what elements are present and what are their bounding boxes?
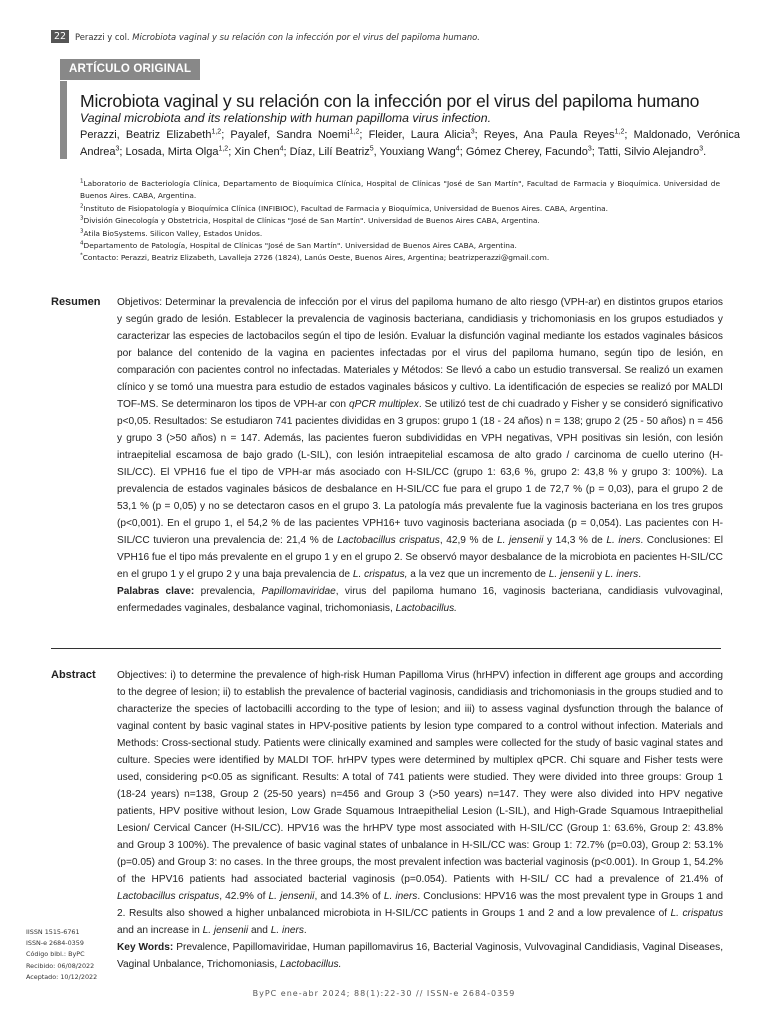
author-separator: ; — [283, 146, 290, 158]
author-separator: ; — [221, 129, 231, 141]
running-authors: Perazzi y col. — [75, 32, 133, 42]
text-run: and an increase in — [117, 925, 203, 936]
affiliation-item — [80, 215, 720, 227]
author-affiliation-ref: 4 — [455, 145, 460, 153]
page-footer: ByPC ene-abr 2024; 88(1):22-30 // ISSN-e 2684-0359 — [252, 989, 516, 998]
keywords-label: Key Words: — [117, 942, 174, 953]
page-number: 22 — [51, 30, 69, 43]
article-title: Microbiota vaginal y su relación con la infección por el virus del papiloma humano — [80, 91, 700, 111]
affiliation-text: Departamento de Patología, Hospital de Clínicas "José de San Martín". Universidad de Buenos Aires CABA, Argentina. — [83, 241, 517, 251]
affiliation-item — [80, 203, 720, 215]
italic-term: Lactobacillus. — [280, 959, 342, 970]
author-separator: ; — [474, 129, 484, 141]
italic-term: Lactobacillus crispatus — [337, 535, 440, 546]
text-run: , and 14.3% of — [314, 891, 384, 902]
italic-term: L. jensenii — [496, 535, 544, 546]
affiliation-number: 3 — [80, 228, 84, 235]
affiliation-text: Atila BioSystems. Silicon Valley, Estados Unidos. — [83, 228, 263, 238]
affiliation-number: 4 — [80, 240, 84, 247]
text-run: . — [638, 569, 642, 580]
affiliation-text: División Ginecología y Obstetricia, Hospital de Clínicas "José de San Martín". Universidad de Buenos Aires CABA, Argentina. — [83, 216, 540, 226]
affiliation-text: Laboratorio de Bacteriología Clínica, Departamento de Bioquímica Clínica, Hospital de Clínicas "José de San Martín", Facultad de Farmacia y Bioquímica. Universidad de Buenos Aires. CABA, Argentina. — [80, 179, 720, 201]
text-run: , 42,9 % de — [439, 535, 497, 546]
affiliation-number: 1 — [80, 178, 84, 185]
italic-term: L. crispatus — [670, 908, 724, 919]
article-subtitle: Vaginal microbiota and its relationship with human papilloma virus infection. — [80, 111, 492, 125]
keywords-label: Palabras clave: — [117, 586, 195, 597]
italic-term: L. jensenii — [548, 569, 595, 580]
title-accent-bar — [60, 81, 67, 159]
text-run: , virus del papiloma humano 16, vaginosis bacteriana, candidiasis vulvovaginal, enfermedades vaginales, desbalance vaginal, trichomoniasis, — [117, 586, 723, 614]
author-affiliation-ref: 1,2 — [349, 128, 360, 136]
italic-term: L. jensenii — [268, 891, 315, 902]
affiliation-item — [80, 240, 720, 252]
author-separator: ; — [459, 146, 466, 158]
section-tag: ARTÍCULO ORIGINAL — [60, 59, 200, 80]
affiliation-number: 3 — [80, 215, 84, 222]
italic-term: L. iners — [605, 569, 639, 580]
author-affiliation-ref: 1,2 — [211, 128, 222, 136]
author-separator: , — [373, 146, 380, 158]
text-run: prevalencia, — [194, 586, 262, 597]
meta-line: Aceptado: 10/12/2022 — [26, 972, 98, 981]
meta-line: ISSN-e 2684-0359 — [26, 939, 84, 948]
abstract-label: Abstract — [51, 669, 96, 681]
meta-line: IISSN 1515-6761 — [26, 928, 80, 936]
author-name: Losada, Mirta Olga — [125, 146, 219, 158]
publication-meta — [26, 927, 97, 983]
italic-term: qPCR multiplex — [348, 399, 419, 410]
author-separator: ; — [119, 146, 126, 158]
affiliation-item — [80, 178, 720, 203]
italic-term: Lactobacillus crispatus — [117, 891, 220, 902]
running-title: Microbiota vaginal y su relación con la infección por el virus del papiloma humano. — [132, 32, 480, 42]
meta-line: Recibido: 06/08/2022 — [26, 961, 95, 970]
affiliation-number: 2 — [80, 203, 84, 210]
italic-term: Lactobacillus. — [395, 603, 457, 614]
author-separator: ; — [591, 146, 598, 158]
author-affiliation-ref: 1,2 — [218, 145, 229, 153]
author-name: Youxiang Wang — [379, 146, 456, 158]
text-run: . — [303, 925, 307, 936]
italic-term: L. iners — [606, 535, 641, 546]
resumen-text — [117, 294, 723, 617]
author-name: Perazzi, Beatriz Elizabeth — [80, 129, 212, 141]
author-separator: . — [703, 146, 707, 158]
italic-term: L. iners — [270, 925, 304, 936]
author-affiliation-ref: 3 — [699, 145, 704, 153]
author-separator: ; — [228, 146, 235, 158]
author-affiliation-ref: 1,2 — [614, 128, 625, 136]
text-run: y — [594, 569, 606, 580]
author-affiliation-ref: 5 — [369, 145, 374, 153]
author-affiliation-ref: 3 — [470, 128, 475, 136]
text-run: and — [248, 925, 271, 936]
italic-term: Papillomaviridae — [261, 586, 336, 597]
text-run: . Conclusiones: El VPH16 fue el tipo más prevalente en el grupo 1 y en el grupo 2. Se observó mayor desbalance de la microbiota en pacientes H-SIL/CC en el grupo 1 y el grupo 2 y una baja prevalencia de — [117, 535, 723, 580]
running-header — [75, 31, 480, 43]
resumen-label: Resumen — [51, 296, 101, 308]
text-run: Prevalence, Papillomaviridae, Human papillomavirus 16, Bacterial Vaginosis, Vulvovaginal Candidiasis, Vaginal Diseases, Vaginal Unbalance, Trichomoniasis, — [117, 942, 724, 970]
author-name: Reyes, Ana Paula Reyes — [483, 129, 615, 141]
author-name: Tatti, Silvio Alejandro — [597, 146, 700, 158]
author-name: Xin Chen — [234, 146, 280, 158]
author-name: Díaz, Lilí Beatriz — [289, 146, 370, 158]
author-separator: ; — [359, 129, 369, 141]
author-name: Maldonado, Verónica Andrea — [80, 129, 740, 158]
section-divider — [51, 648, 721, 649]
affiliation-text: Contacto: Perazzi, Beatriz Elizabeth, Lavalleja 2726 (1824), Lanús Oeste, Buenos Aires, Argentina; beatrizperazzi@gmail.com. — [82, 253, 550, 263]
author-affiliation-ref: 3 — [115, 145, 120, 153]
affiliation-number: * — [80, 252, 83, 259]
author-name: Fleider, Laura Alicia — [368, 129, 471, 141]
affiliation-text: Instituto de Fisiopatología y Bioquímica Clínica (INFIBIOC), Facultad de Farmacia y Bioquímica, Universidad de Buenos Aires. CABA, Argentina. — [83, 203, 609, 213]
author-separator: ; — [624, 129, 634, 141]
affiliation-item — [80, 252, 720, 264]
author-list — [80, 127, 740, 161]
text-run: Objectives: i) to determine the prevalence of high-risk Human Papilloma Virus (hrHPV) infection in different age groups and according to the degree of lesion; ii) to establish the prevalence of bacterial vaginosis, candidiasis and trichomoniasis in the groups studied and to characterize the species of lactobacilli according to the type of lesion; and iii) to assess vaginal dysfunction through the balance of vaginal content by basic vaginal states in HPV-positive patients by lesion type compared to a control without infection. Materials and Methods: Cross-sectional study. Patients were clinically examined and samples were collected for the study of basic vaginal states and culture. Species were identified by MALDI TOF. hrHPV types were determined by multiplex qPCR. Chi square and Fisher tests were used, considering p<0.05 as significant. Results: A total of 741 patients were studied. They were divided into three groups: Group 1 (18-24 years) n=138, Group 2 (25-50 years) n=456 and Group 3 (>50 years) n=147. They were also divided into HPV negative patients, HPV positive without lesion, Low Grade Squamous Intraepithelial Lesion (L-SIL), and High-Grade Squamous Intraepithelial Lesion/ Cervical Cancer (H-SIL/CC). HPV16 was the hrHPV type most associated with H-SIL/CC (Group 1: 63.6%, Group 2: 43.8% and Group 3 100%). The prevalence of basic vaginal states of unbalance in H-SIL/CC was: Group 1: 72.7% (p=0.03), Group 2: 53.1% (p=0.05) and Group 3: no cases. In the three groups, the most prevalent infection was bacterial vaginosis (p<0.001). In Group 1, 54.2% of the HPV16 patients had associated bacterial vaginosis (p=0.054). Patients with H-SIL/ CC had a prevalence of 21.4% of — [117, 670, 723, 885]
text-run: , 42.9% of — [219, 891, 269, 902]
author-affiliation-ref: 4 — [279, 145, 284, 153]
affiliation-item — [80, 228, 720, 240]
italic-term: L. iners — [383, 891, 418, 902]
text-run: a la vez que un incremento de — [407, 569, 549, 580]
author-name: Payalef, Sandra Noemi — [230, 129, 350, 141]
text-run: Objetivos: Determinar la prevalencia de infección por el virus del papiloma humano de alto riesgo (VPH-ar) en distintos grupos etarios y según grado de lesión. Establecer la prevalencia de vaginosis bacteriana, candidiasis y trichomoniasis en los grupos estudiados y caracterizar las especies de lactobacilos según el tipo de lesión. Evaluar la disfunción vaginal mediante los estados vaginales básicos por balance del contenido de la vagina en pacientes infectadas por el virus del papiloma humano, según tipo de lesión, en comparación con pacientes control no infectadas. Materiales y Métodos: Se llevó a cabo un estudio transversal. Se realizó un examen clínico y se tomó una muestra para estudio de estados vaginales básicos y cultivo. La identificación de especies se realizó por MALDI TOF-MS. Se determinaron los tipos de VPH-ar con — [117, 297, 723, 410]
text-run: . Conclusions: HPV16 was the most prevalent type in Groups 1 and 2. Results also showed a higher unbalanced microbiota in H-SIL/CC patients in Groups 1 and 2 and a low prevalence of — [117, 891, 723, 919]
affiliation-list — [80, 178, 720, 265]
author-affiliation-ref: 3 — [587, 145, 592, 153]
abstract-text — [117, 667, 723, 973]
meta-line: Código bibl.: ByPC — [26, 950, 85, 959]
text-run: y 14,3 % de — [543, 535, 607, 546]
author-name: Gómez Cherey, Facundo — [465, 146, 588, 158]
italic-term: L. jensenii — [202, 925, 249, 936]
text-run: . Se utilizó test de chi cuadrado y Fisher y se consideró significativo p<0,05. Resultados: Se estudiaron 741 pacientes divididas en 3 grupos: grupo 1 (18 - 24 años) n = 138; grupo 2 (25 - 50 años) n = 456 y grupo 3 (>50 años) n = 147. Además, las pacientes fueron subdivididas en VPH negativas, VPH positivas sin lesión, con lesión intraepitelial escamosa de bajo grado (L-SIL), con lesión intraepitelial escamosa de alto grado / carcinoma de cuello uterino (H-SIL/CC). El VPH16 fue el tipo de VPH-ar más asociado con H-SIL/CC (grupo 1: 63,6 %, grupo 2: 43,8 % y grupo 3: 100%). La prevalencia de estados vaginales básicos de desbalance en H-SIL/CC fue para el grupo 1 de 72,7 % (p = 0,03), para el grupo 2 de 53,1 % (p = 0,05) y no se detectaron casos en el grupo 3. La patología más prevalente fue la vaginosis bacteriana en los tres grupos (p<0,001). En el grupo 1, el 54,2 % de las pacientes VPH16+ tuvo vaginosis bacteriana asociada (p = 0,054). Las pacientes con H-SIL/CC tuvieron una prevalencia de: 21,4 % de — [117, 399, 723, 546]
italic-term: L. crispatus, — [352, 569, 408, 580]
